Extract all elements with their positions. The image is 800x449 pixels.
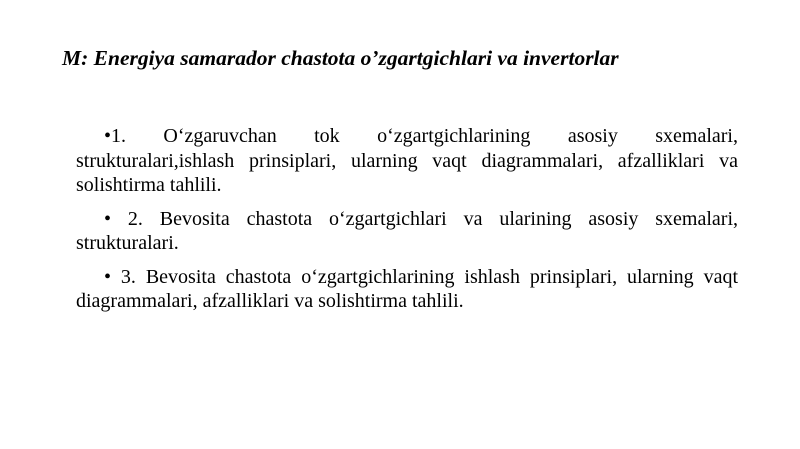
slide-content xyxy=(76,124,738,323)
list-item-2: • 2. Bevosita chastota o‘zgartgichlari va ularining asosiy sxemalari, strukturalari. xyxy=(76,207,738,254)
list-item-1: •1. O‘zgaruvchan tok o‘zgartgichlarining asosiy sxemalari, strukturalari,ishlash prinsiplari, ularning vaqt diagrammalari, afzalliklari va solishtirma tahlili. xyxy=(76,125,738,196)
list-item-3: • 3. Bevosita chastota o‘zgartgichlarining ishlash prinsiplari, ularning vaqt diagrammalari, afzalliklari va solishtirma tahlili. xyxy=(76,265,738,312)
slide-title: M: Energiya samarador chastota o’zgartgichlari va invertorlar xyxy=(62,46,619,70)
